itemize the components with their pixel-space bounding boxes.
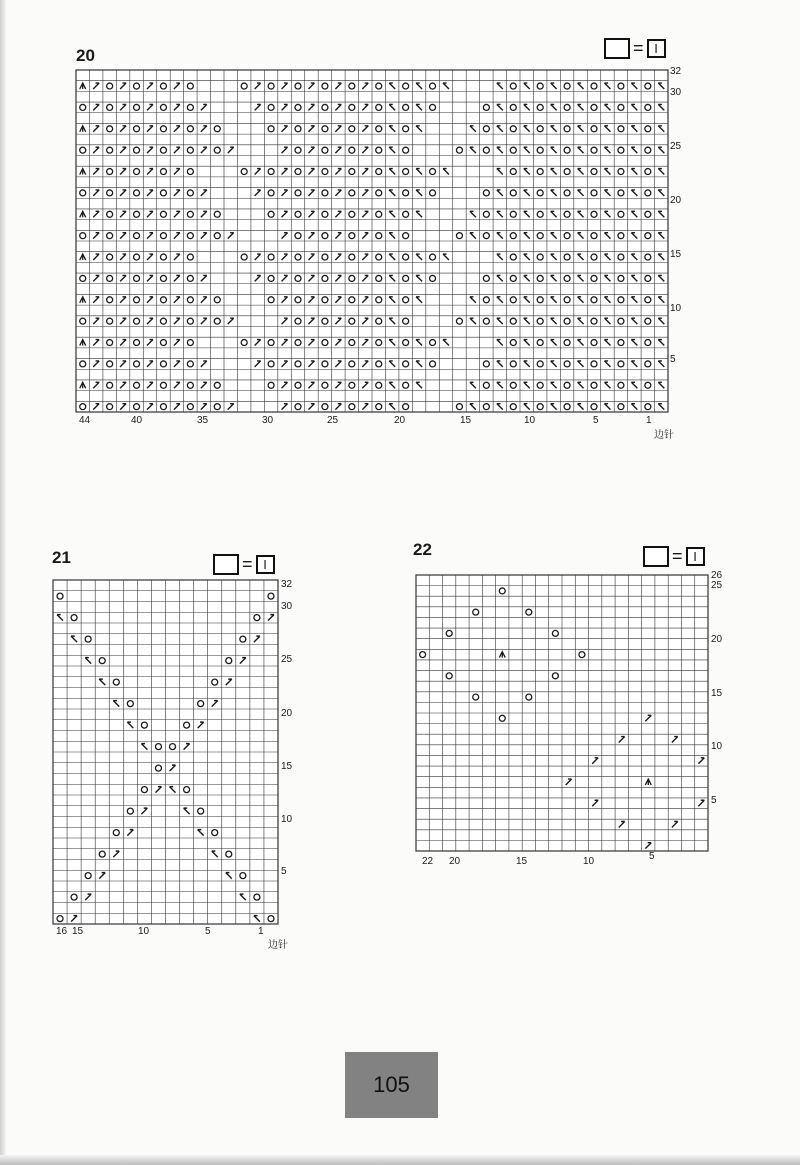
chart-20-row-label: 15 [670,249,682,260]
chart-22-col-label: 15 [516,856,528,867]
chart-20-edge-label: 边针 [654,430,674,441]
chart-20-col-label: 15 [460,415,472,426]
empty-square-icon [604,38,630,59]
chart-21-number: 21 [52,548,71,567]
chart-21-row-label: 32 [281,579,293,590]
chart-20-row-label: 10 [670,303,682,314]
chart-22-col-label: 5 [649,851,655,862]
chart-20-row-label: 20 [670,195,682,206]
chart-22-col-label: 10 [583,856,595,867]
chart-21-row-label: 10 [281,814,293,825]
chart-20-col-label: 25 [327,415,339,426]
knit-stitch-icon [686,547,705,566]
chart-21-col-label: 1 [258,926,264,937]
chart-21-col-label: 10 [138,926,150,937]
chart-21-col-label: 5 [205,926,211,937]
chart-20-row-label: 5 [670,354,676,365]
chart-21-row-label: 25 [281,654,293,665]
knit-symbol: I [654,41,658,56]
page-edge-shadow [0,0,6,1165]
legend-equals: = [672,546,683,566]
chart-21-edge-label: 边针 [268,940,288,951]
chart-21-row-label: 20 [281,708,293,719]
chart-22-row-label: 26 [711,570,723,581]
chart-20-grid [76,70,668,412]
chart-22-legend [643,546,705,567]
chart-21-col-label: 15 [72,926,84,937]
page-bottom-shadow [0,1155,800,1165]
legend-equals: = [633,38,644,58]
chart-20-legend [604,38,666,59]
chart-21-row-label: 15 [281,761,293,772]
chart-22-grid [416,575,708,851]
chart-22-number: 22 [413,540,432,559]
knit-stitch-icon [647,39,666,58]
chart-20-row-label: 30 [670,87,682,98]
chart-22-col-label: 22 [422,856,434,867]
empty-square-icon [213,554,239,575]
chart-20-col-label: 20 [394,415,406,426]
chart-22-row-label: 10 [711,741,723,752]
chart-22-row-label: 25 [711,580,723,591]
chart-20-col-label: 35 [197,415,209,426]
chart-22-row-label: 20 [711,634,723,645]
chart-20-col-label: 5 [593,415,599,426]
chart-21-row-label: 5 [281,866,287,877]
knit-symbol: I [693,549,697,564]
empty-square-icon [643,546,669,567]
chart-20-col-label: 10 [524,415,536,426]
chart-20-col-label: 44 [79,415,91,426]
chart-22-row-label: 15 [711,688,723,699]
page-number: 105 [373,1072,410,1097]
chart-20-row-label: 25 [670,141,682,152]
chart-22-row-label: 5 [711,795,717,806]
knit-symbol: I [263,557,267,572]
chart-20-col-label: 1 [646,415,652,426]
legend-equals: = [242,554,253,574]
chart-20-col-label: 40 [131,415,143,426]
knit-stitch-icon [256,555,275,574]
chart-20-number: 20 [76,46,95,65]
chart-20-row-label: 32 [670,66,682,77]
chart-21-legend [213,554,275,575]
chart-21-col-label: 16 [56,926,68,937]
page-number-box [345,1052,438,1118]
chart-20-col-label: 30 [262,415,274,426]
chart-21-grid [53,580,278,924]
chart-22-col-label: 20 [449,856,461,867]
chart-21-row-label: 30 [281,601,293,612]
